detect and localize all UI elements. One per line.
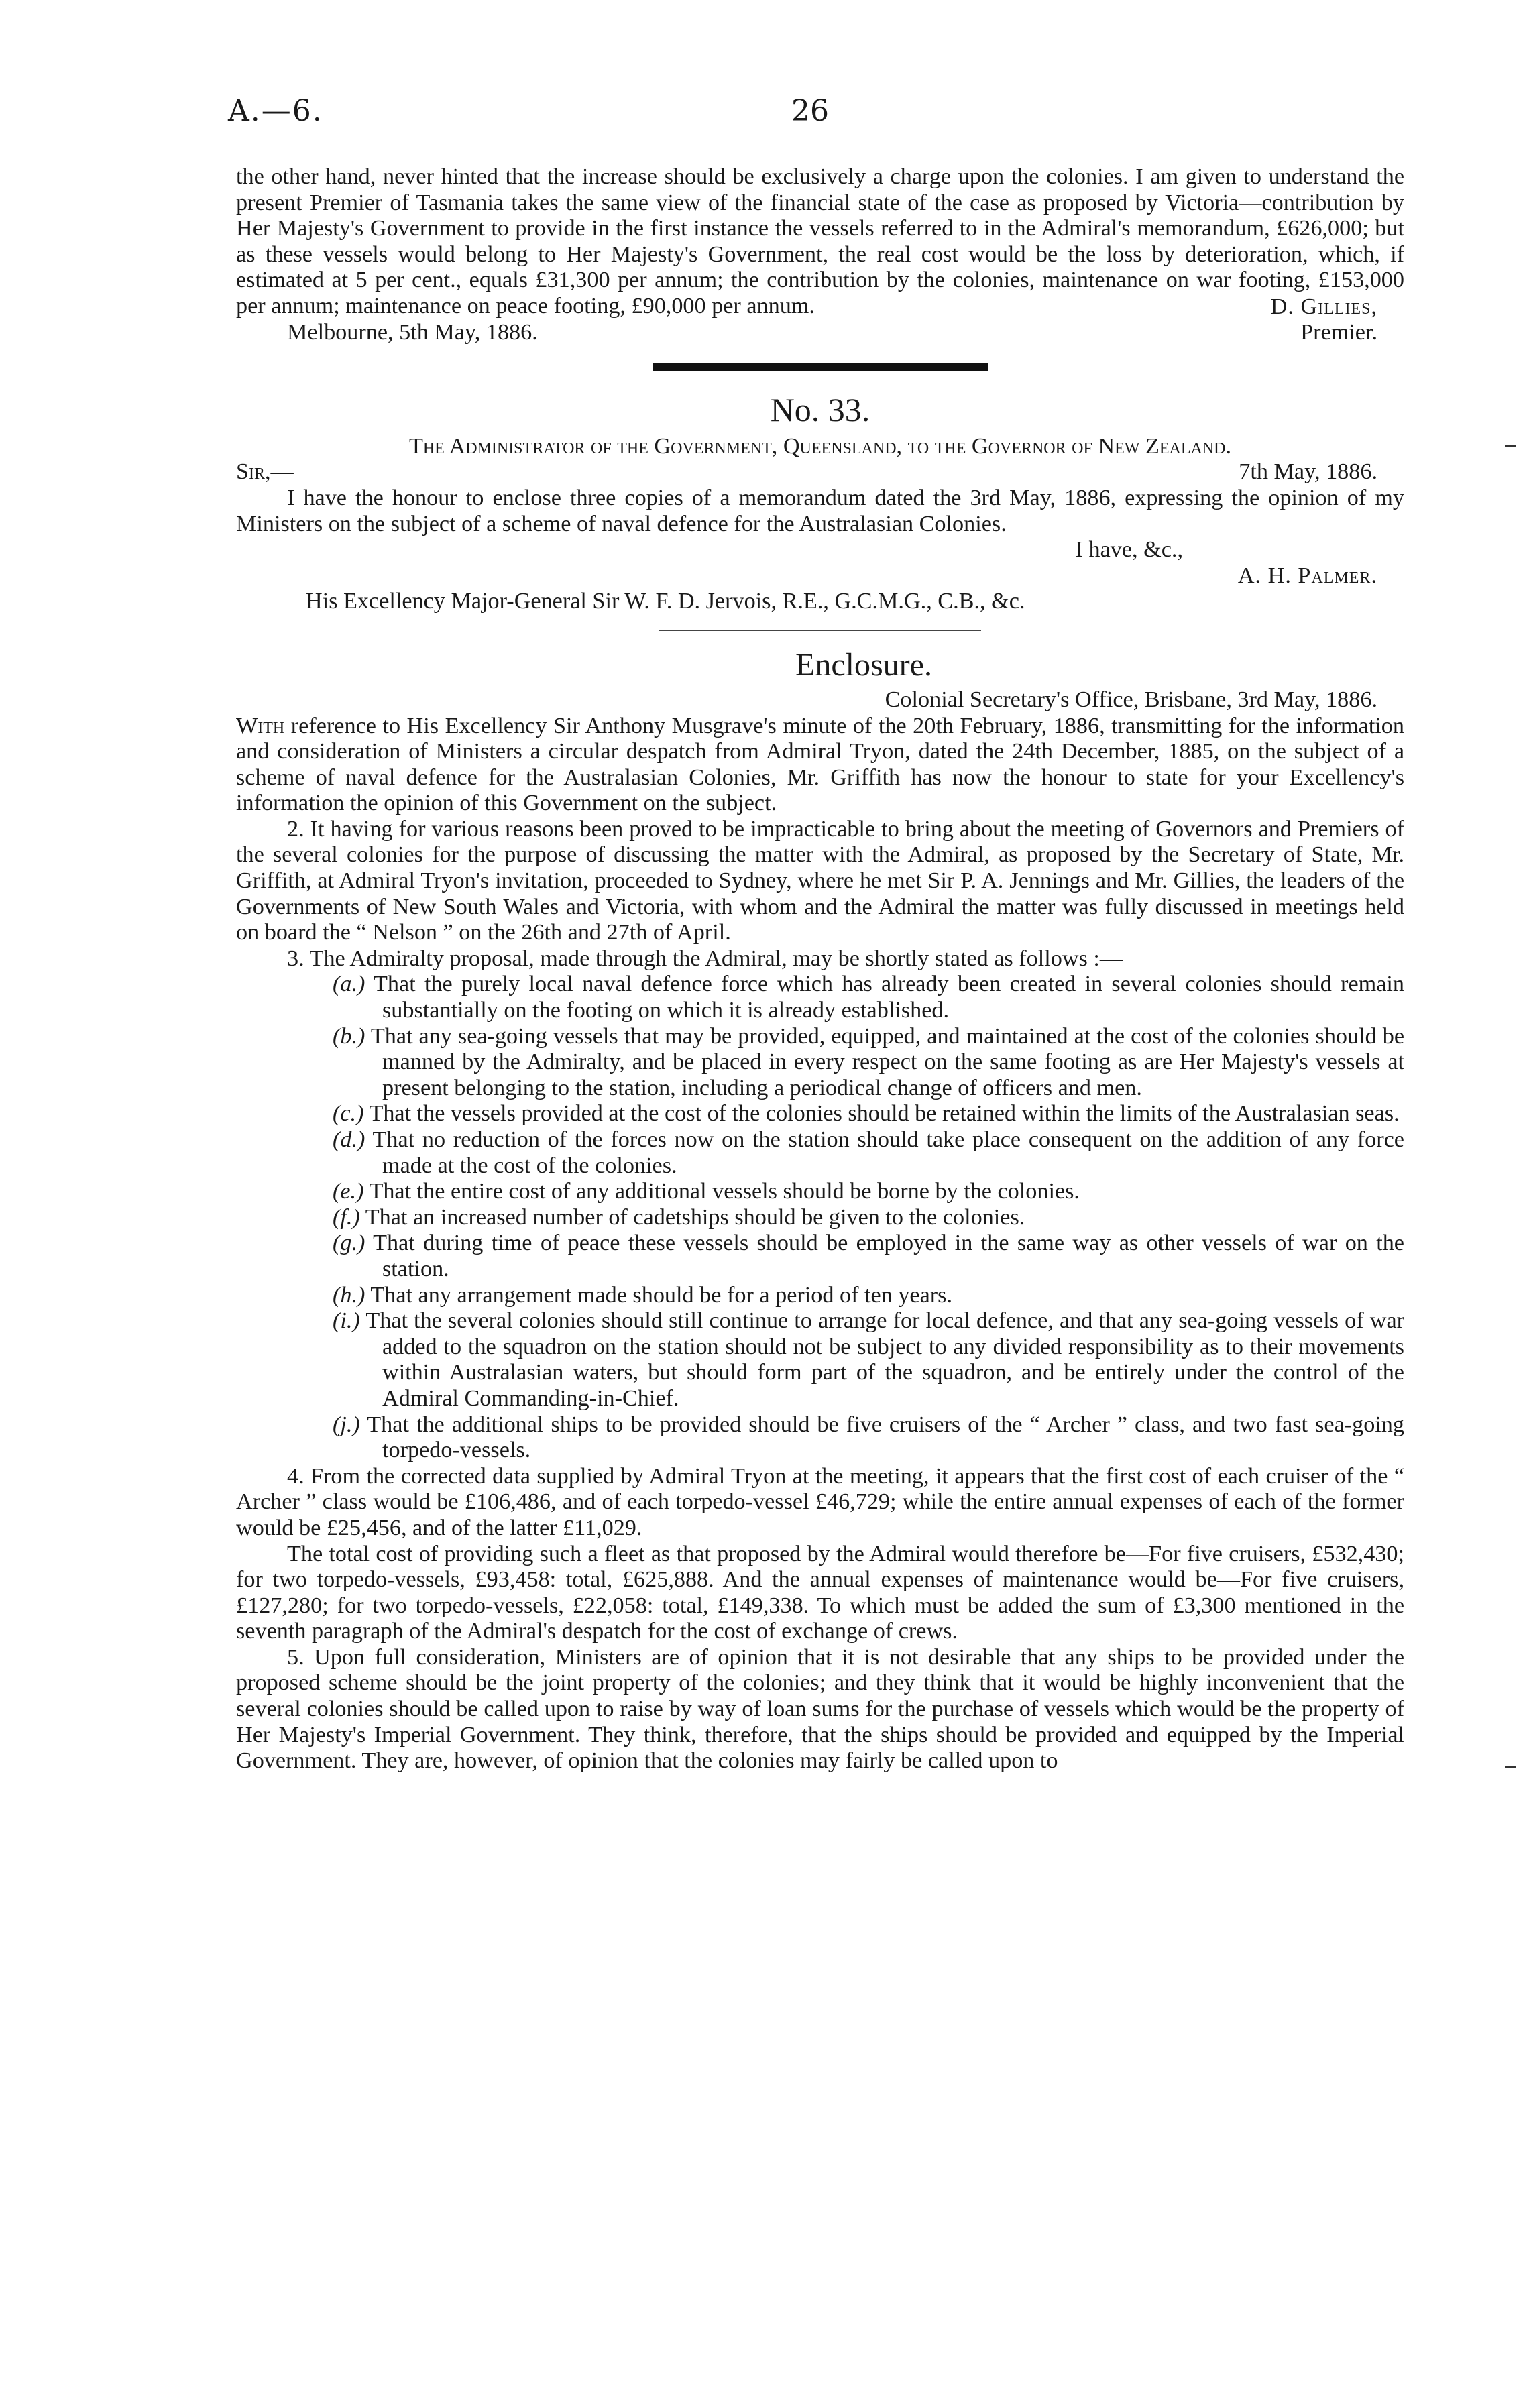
list-item: (h.) That any arrangement made should be for a period of ten years. [333,1282,953,1308]
list-item: (e.) That the entire cost of any additional vessels should be borne by the colonies. [333,1179,1080,1204]
list-item: (c.) That the vessels provided at the cost of the colonies should be retained within the limits of the Australasian seas. [333,1101,1400,1127]
enclosure-paragraph-3: 3. The Admiralty proposal, made through the Admiral, may be shortly stated as follows :— [287,945,1123,971]
enclosure-paragraph-4: 4. From the corrected data supplied by Admiral Tryon at the meeting, it appears that the first cost of each cruiser of the “ Archer ” class would be £106,486, and of each torpedo-vessel £46,729; while the entire annual expenses of each of the former would be £25,456, and of the latter £11,029. [236,1463,1404,1540]
list-item: (a.) That the purely local naval defence force which has already been created in several colonies should remain substantially on the footing on which it is already established. [333,972,1404,1023]
list-item: (j.) That the additional ships to be provided should be five cruisers of the “ Archer ” class, and two fast sea-going torpedo-vessels. [333,1412,1404,1463]
signatory-title: Premier. [1300,320,1377,345]
salutation-row [236,459,1404,485]
section-divider [653,363,988,371]
page-body [236,164,1404,1774]
page-number: 26 [791,94,829,128]
enclosure-paragraph-1: With reference to His Excellency Sir Anthony Musgrave's minute of the 20th February, 1886, transmitting for the information and consideration of Ministers a circular despatch from Admiral Tryon, dated the 24th December, 1885, on the subject of a scheme of naval defence for the Australasian Colonies, Mr. Griffith has now the honour to state for your Excellency's information the opinion of this Government on the subject. [236,713,1404,816]
enclosure-divider [659,630,981,631]
enclosure-paragraph-4b: The total cost of providing such a fleet as that proposed by the Admiral would therefore be—For five cruisers, £532,430; for two torpedo-vessels, £93,458: total, £625,888. And the annual expenses of maintenance would be—For five cruisers, £127,280; for two torpedo-vessels, £22,058: total, £149,338. To which must be added the sum of £3,300 mentioned in the seventh paragraph of the Admiral's despatch for the cost of exchange of crews. [236,1541,1404,1644]
enclosure-paragraph-5: 5. Upon full consideration, Ministers are of opinion that it is not desirable that any ships to be provided under the proposed scheme should be the joint property of the colonies; and they think that it would be highly inconvenient that the several colonies should be called upon to raise by way of loan sums for the purchase of vessels which would be the property of Her Majesty's Imperial Government. They think, therefore, that the ships should be provided and equipped by the Imperial Government. They are, however, of opinion that the colonies may fairly be called upon to [236,1644,1404,1774]
letter-closing: I have, &c., [1075,537,1183,563]
proposal-list [236,972,1404,1463]
list-item: (i.) That the several colonies should still continue to arrange for local defence, and that any sea-going vessels of war added to the squadron on the station should not be subject to any divided responsibility as to their movements within Australasian waters, but should form part of the squadron, and be entirely under the control of the Admiral Commanding-in-Chief. [333,1308,1404,1411]
salutation: Sir,— [236,459,294,485]
letter-heading: The Administrator of the Government, Queensland, to the Governor of New Zealand. [408,433,1232,459]
enclosure-paragraph-2: 2. It having for various reasons been proved to be impracticable to bring about the meeting of Governors and Premiers of the several colonies for the purpose of discussing the matter with the Admiral, as proposed by the Secretary of State, Mr. Griffith, at Admiral Tryon's invitation, proceeded to Sydney, where he met Sir P. A. Jennings and Mr. Gillies, the leaders of the Governments of New South Wales and Victoria, with whom and the Admiral the matter was fully discussed in meetings held on board the “ Nelson ” on the 26th and 27th of April. [236,816,1404,945]
letter-date: 7th May, 1886. [1239,459,1377,485]
list-item: (d.) That no reduction of the forces now on the station should take place consequent on the addition of any force made at the cost of the colonies. [333,1127,1404,1178]
enclosure-title: Enclosure. [795,646,932,683]
letter-number: No. 33. [770,390,870,428]
list-item: (g.) That during time of peace these vessels should be employed in the same way as other vessels of war on the station. [333,1230,1404,1281]
page-header [228,94,1395,134]
document-reference: A.—6. [228,94,323,128]
list-item: (b.) That any sea-going vessels that may be provided, equipped, and maintained at the cost of the colonies should be manned by the Admiralty, and be placed in every respect on the same footing as are Her Majesty's vessels at present belonging to the station, including a periodical change of officers and men. [333,1023,1404,1100]
margin-mark [1505,445,1516,447]
letter-body: I have the honour to enclose three copies of a memorandum dated the 3rd May, 1886, expressing the opinion of my Ministers on the subject of a scheme of naval defence for the Australasian Colonies. [236,485,1404,536]
gillies-signature: D. Gillies, [1270,294,1377,319]
letter-addressee: His Excellency Major-General Sir W. F. D. Jervois, R.E., G.C.M.G., C.B., &c. [306,589,1025,614]
place-date: Melbourne, 5th May, 1886. [287,320,538,345]
list-item: (f.) That an increased number of cadetships should be given to the colonies. [333,1204,1025,1230]
enclosure-office-date: Colonial Secretary's Office, Brisbane, 3rd May, 1886. [885,687,1377,712]
melbourne-signoff [236,320,1404,346]
palmer-signature: A. H. Palmer. [1237,563,1377,588]
margin-mark [1505,1766,1516,1768]
continuation-paragraph: the other hand, never hinted that the increase should be exclusively a charge upon the colonies. I am given to understand the present Premier of Tasmania takes the same view of the financial state of the case as proposed by Victoria—contribution by Her Majesty's Government to provide in the first instance the vessels referred to in the Admiral's memorandum, £626,000; but as these vessels would belong to Her Majesty's Government, the real cost would be the loss by deterioration, which, if estimated at 5 per cent., equals £31,300 per annum; the contribution by the colonies, maintenance on war footing, £153,000 per annum; maintenance on peace footing, £90,000 per annum. [236,164,1404,319]
